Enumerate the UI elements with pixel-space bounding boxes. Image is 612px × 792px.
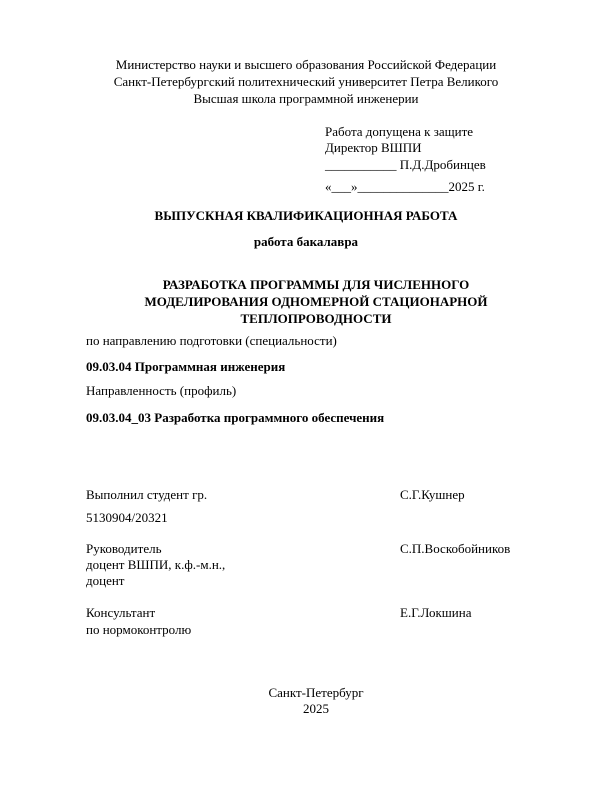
consultant-name: Е.Г.Локшина xyxy=(400,605,472,620)
thesis-title-line-3: ТЕПЛОПРОВОДНОСТИ xyxy=(240,311,392,326)
city: Санкт-Петербург xyxy=(268,685,364,700)
student-label: Выполнил студент гр. xyxy=(86,487,208,502)
consultant-position: по нормоконтролю xyxy=(86,622,192,637)
approval-line: Работа допущена к защите xyxy=(325,124,474,139)
school-line: Высшая школа программной инженерии xyxy=(193,91,419,106)
university-line: Санкт-Петербургский политехнический университет Петра Великого xyxy=(113,74,499,89)
thesis-title-line-1: РАЗРАБОТКА ПРОГРАММЫ ДЛЯ ЧИСЛЕННОГО xyxy=(162,277,470,292)
thesis-title-line-2: МОДЕЛИРОВАНИЯ ОДНОМЕРНОЙ СТАЦИОНАРНОЙ xyxy=(144,294,488,309)
ministry-line: Министерство науки и высшего образования Российской Федерации xyxy=(115,57,497,72)
supervisor-position-1: доцент ВШПИ, к.ф.-м.н., xyxy=(86,557,226,572)
work-type: ВЫПУСКНАЯ КВАЛИФИКАЦИОННАЯ РАБОТА xyxy=(154,208,458,223)
approval-date-line: «___»______________2025 г. xyxy=(325,179,485,194)
year: 2025 xyxy=(303,701,329,716)
supervisor-label: Руководитель xyxy=(86,541,162,556)
director-signature-line: ___________ П.Д.Дробинцев xyxy=(325,157,486,172)
profile-value: 09.03.04_03 Разработка программного обеспечения xyxy=(86,410,385,425)
student-name: С.Г.Кушнер xyxy=(400,487,465,502)
direction-value: 09.03.04 Программная инженерия xyxy=(86,359,286,374)
student-group: 5130904/20321 xyxy=(86,510,168,525)
director-line: Директор ВШПИ xyxy=(325,140,422,155)
direction-label: по направлению подготовки (специальности) xyxy=(86,333,337,348)
consultant-label: Консультант xyxy=(86,605,156,620)
supervisor-position-2: доцент xyxy=(86,573,125,588)
supervisor-name: С.П.Воскобойников xyxy=(400,541,511,556)
work-subtype: работа бакалавра xyxy=(253,234,359,249)
profile-label: Направленность (профиль) xyxy=(86,383,237,398)
